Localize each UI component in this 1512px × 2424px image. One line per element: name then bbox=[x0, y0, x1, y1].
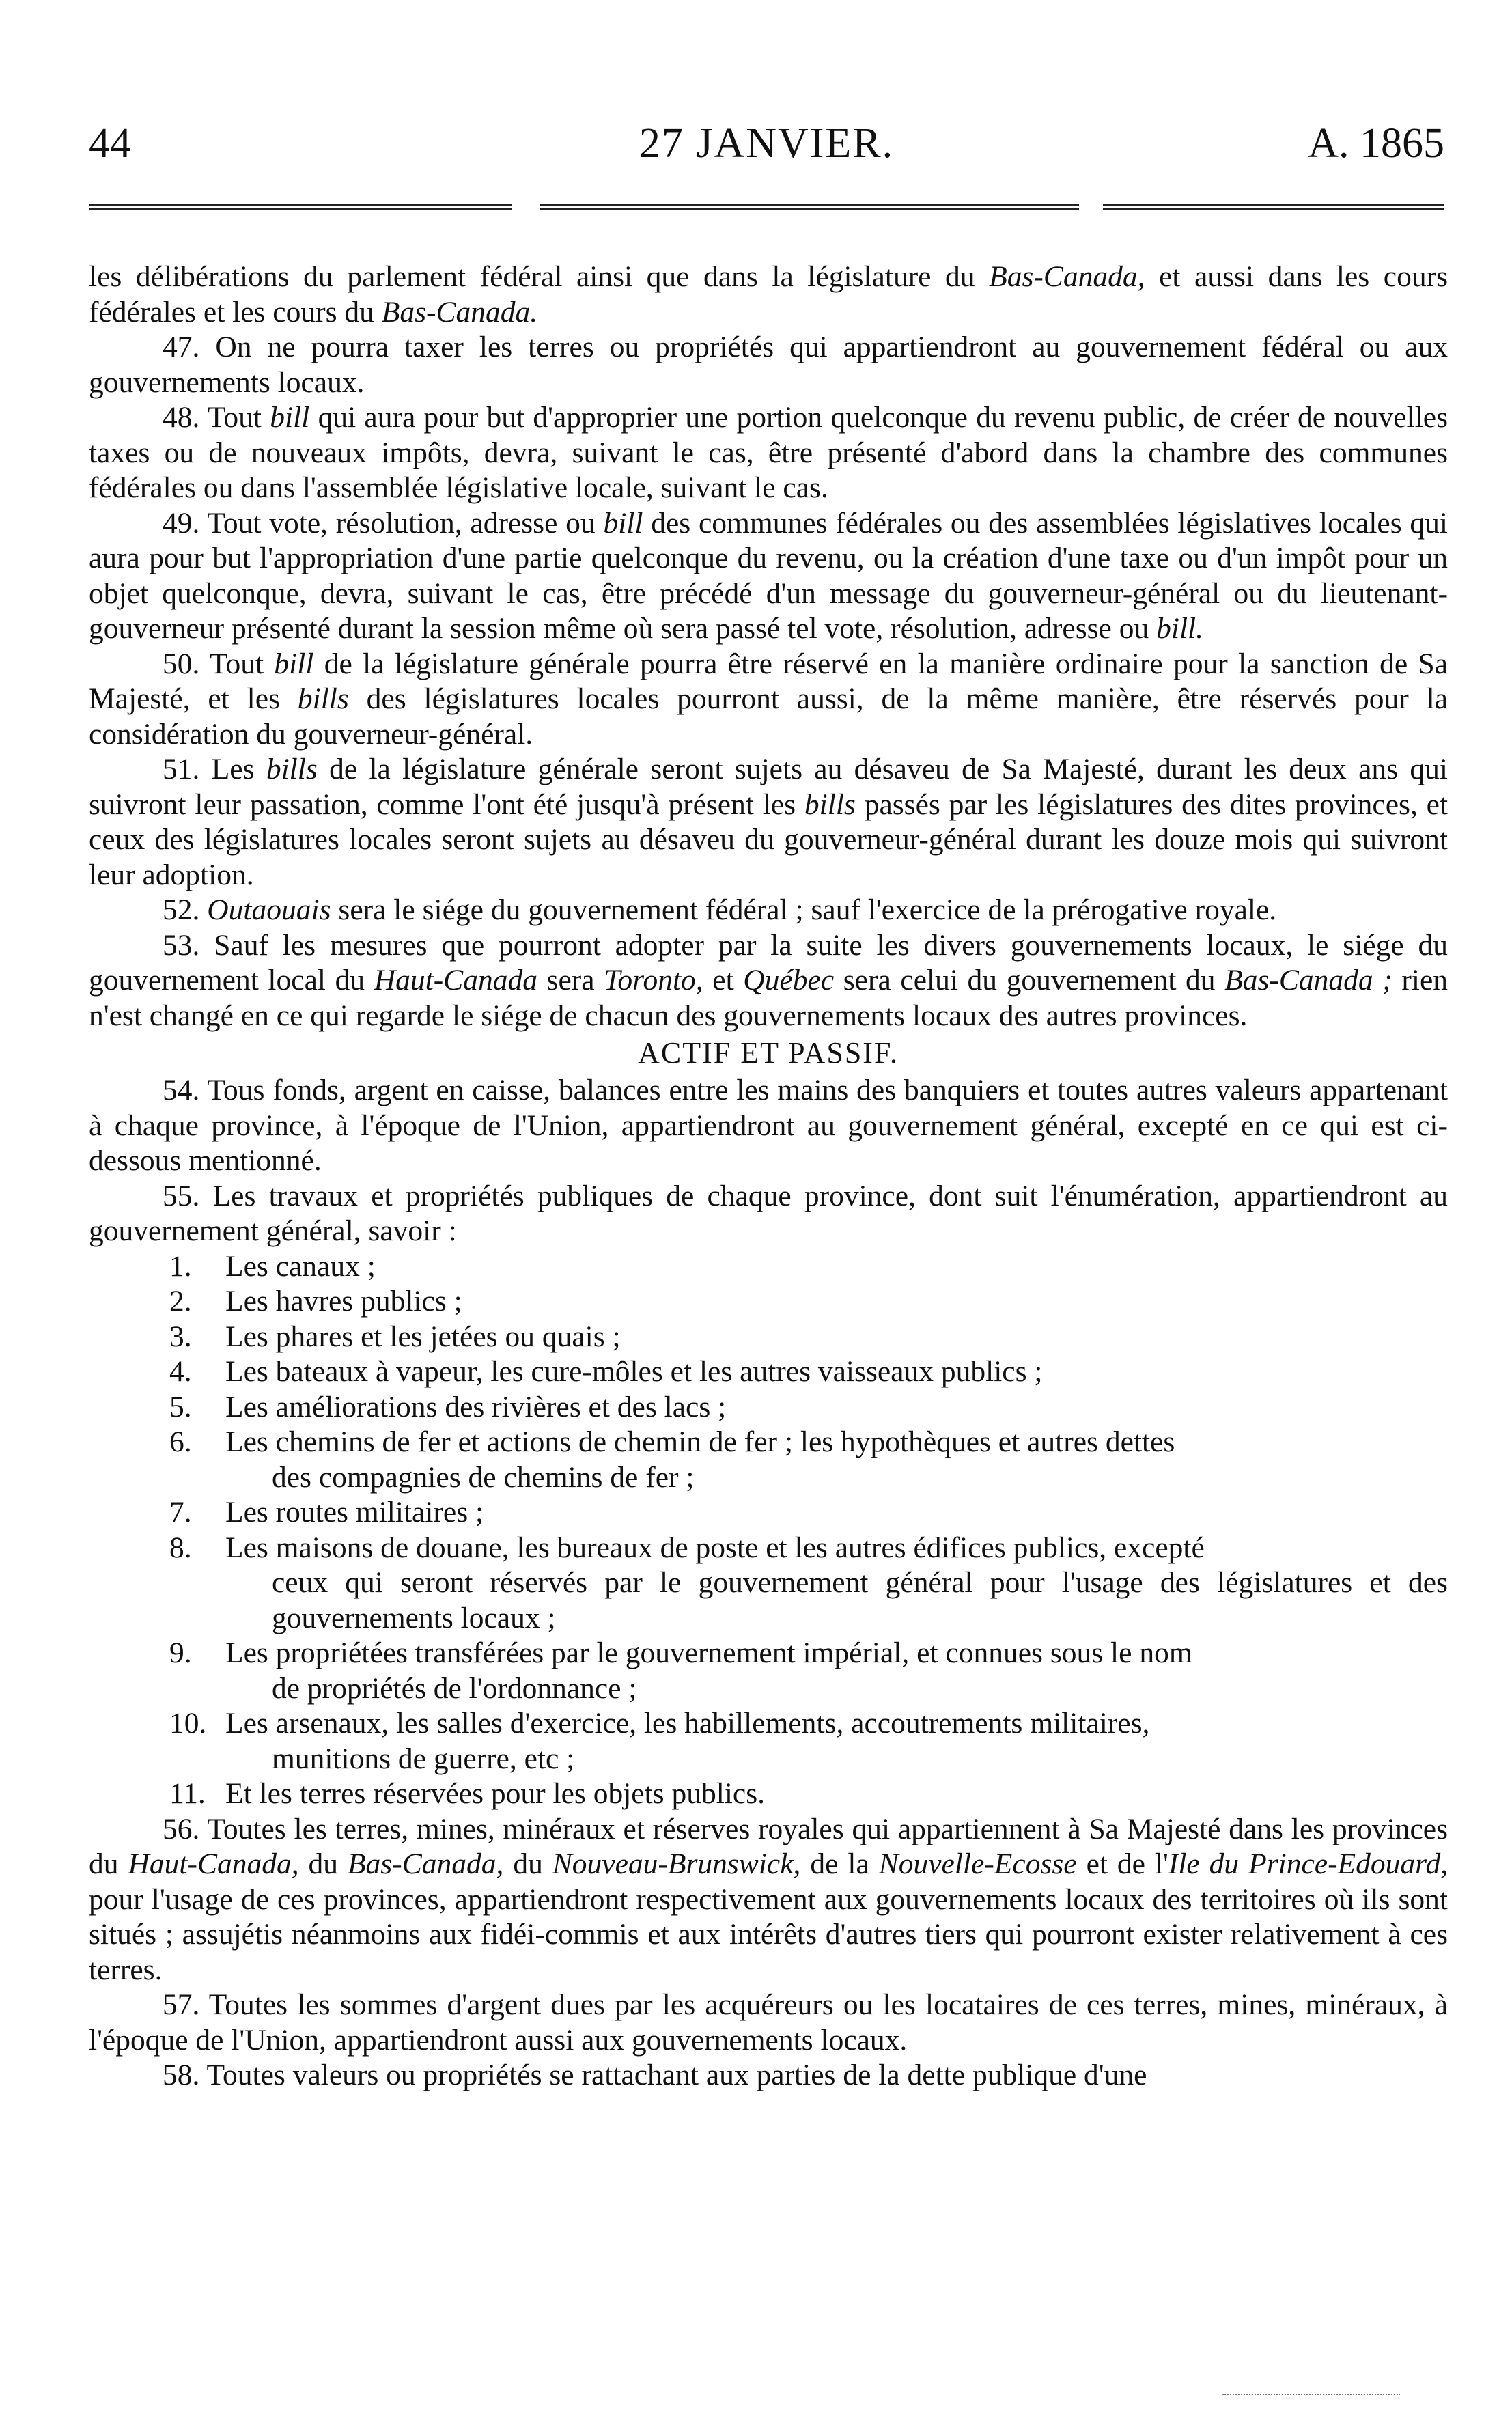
section-heading: ACTIF ET PASSIF. bbox=[638, 1036, 899, 1070]
list-item: 3. Les phares et les jetées ou quais ; bbox=[169, 1320, 621, 1353]
list-item: 5. Les améliorations des rivières et des lacs ; bbox=[169, 1390, 727, 1423]
paragraph-51: 51. Les bills de la législature générale seront sujets au désaveu de Sa Majesté, durant les deux ans qui suivront leur passation, comme l'ont été jusqu'à présent les bills passés par les législatures des dites provinces, et ceux des législatures locales seront sujets au désaveu du gouverneur-général durant les douze mois qui suivront leur adoption. bbox=[89, 753, 1448, 891]
scan-smudge bbox=[1222, 2394, 1400, 2401]
list-item: 4. Les bateaux à vapeur, les cure-môles et les autres vaisseaux publics ; bbox=[169, 1355, 1043, 1388]
page-header bbox=[89, 120, 1444, 181]
paragraph-53: 53. Sauf les mesures que pourront adopter par la suite les divers gouvernements locaux, le siége du gouvernement local du Haut-Canada sera Toronto, et Québec sera celui du gouvernement du Bas-Canada ; rien n'est changé en ce qui regarde le siége de chacun des gouvernements locaux des autres provinces. bbox=[89, 928, 1448, 1032]
list-item: 6. Les chemins de fer et actions de chemin de fer ; les hypothèques et autres dettes des compagnies de chemins de fer ; bbox=[169, 1425, 1175, 1494]
paragraph-56: 56. Toutes les terres, mines, minéraux et réserves royales qui appartiennent à Sa Majesté dans les provinces du Haut-Canada, du Bas-Canada, du Nouveau-Brunswick, de la Nouvelle-Ecosse et de l'Ile du Prince-Edouard, pour l'usage de ces provinces, appartiendront respectivement aux gouvernements locaux des territoires où ils sont situés ; assujétis néanmoins aux fidéi-commis et aux intérêts d'autres tiers qui pourront exister relativement à ces terres. bbox=[89, 1812, 1448, 1986]
running-year: A. 1865 bbox=[1308, 120, 1444, 167]
list-item: 1. Les canaux ; bbox=[169, 1249, 376, 1283]
running-date: 27 JANVIER. bbox=[639, 120, 895, 167]
paragraph-57: 57. Toutes les sommes d'argent dues par les acquéreurs ou les locataires de ces terres, mines, minéraux, à l'époque de l'Union, appartiendront aussi aux gouvernements locaux. bbox=[89, 1988, 1448, 2057]
page-number: 44 bbox=[89, 120, 131, 167]
list-item: 2. Les havres publics ; bbox=[169, 1285, 462, 1318]
list-item: 8. Les maisons de douane, les bureaux de poste et les autres édifices publics, excepté ceux qui seront réservés par le gouvernement général pour l'usage des législatures et des gouvernements locaux ; bbox=[169, 1531, 1448, 1634]
header-rule-center bbox=[540, 204, 1079, 210]
paragraph-49: 49. Tout vote, résolution, adresse ou bill des communes fédérales ou des assemblées législatives locales qui aura pour but l'appropriation d'une partie quelconque du revenu, ou la création d'une taxe ou d'un impôt pour un objet quelconque, devra, suivant le cas, être précédé d'un message du gouverneur-général ou du lieutenant-gouverneur présenté durant la session même où sera passé tel vote, résolution, adresse ou bill. bbox=[89, 506, 1448, 645]
paragraph-47: 47. On ne pourra taxer les terres ou propriétés qui appartiendront au gouvernement fédéral ou aux gouvernements locaux. bbox=[89, 331, 1448, 399]
list-item: 10. Les arsenaux, les salles d'exercice, les habillements, accoutrements militaires, munitions de guerre, etc ; bbox=[169, 1707, 1150, 1775]
paragraph-48: 48. Tout bill qui aura pour but d'approprier une portion quelconque du revenu public, de créer de nouvelles taxes ou de nouveaux impôts, devra, suivant le cas, être présenté d'abord dans la chambre des communes fédérales ou dans l'assemblée législative locale, suivant le cas. bbox=[89, 401, 1448, 504]
list-item: 7. Les routes militaires ; bbox=[169, 1496, 484, 1529]
paragraph-50: 50. Tout bill de la législature générale pourra être réservé en la manière ordinaire pour la sanction de Sa Majesté, et les bills des législatures locales pourront aussi, de la même manière, être réservés pour la considération du gouverneur-général. bbox=[89, 647, 1448, 751]
paragraph-54: 54. Tous fonds, argent en caisse, balances entre les mains des banquiers et toutes autres valeurs appartenant à chaque province, à l'époque de l'Union, appartiendront au gouvernement général, excepté en ce qui est ci-dessous mentionné. bbox=[89, 1074, 1448, 1177]
list-item: 11. Et les terres réservées pour les objets publics. bbox=[169, 1777, 766, 1810]
enumeration-list bbox=[89, 1249, 1448, 1812]
list-item: 9. Les propriétées transférées par le gouvernement impérial, et connues sous le nom de propriétés de l'ordonnance ; bbox=[169, 1636, 1192, 1705]
paragraph-55: 55. Les travaux et propriétés publiques de chaque province, dont suit l'énumération, appartiendront au gouvernement général, savoir : bbox=[89, 1179, 1448, 1247]
paragraph-46-end: les délibérations du parlement fédéral ainsi que dans la législature du Bas-Canada, et aussi dans les cours fédérales et les cours du Bas-Canada. bbox=[89, 260, 1448, 329]
paragraph-52: 52. Outaouais sera le siége du gouvernement fédéral ; sauf l'exercice de la prérogative royale. bbox=[163, 893, 1277, 926]
document-body bbox=[89, 260, 1448, 2093]
header-rule-right bbox=[1103, 204, 1444, 210]
paragraph-58: 58. Toutes valeurs ou propriétés se rattachant aux parties de la dette publique d'une bbox=[163, 2059, 1147, 2091]
header-rule-left bbox=[89, 204, 512, 210]
header-rule bbox=[89, 204, 1444, 210]
